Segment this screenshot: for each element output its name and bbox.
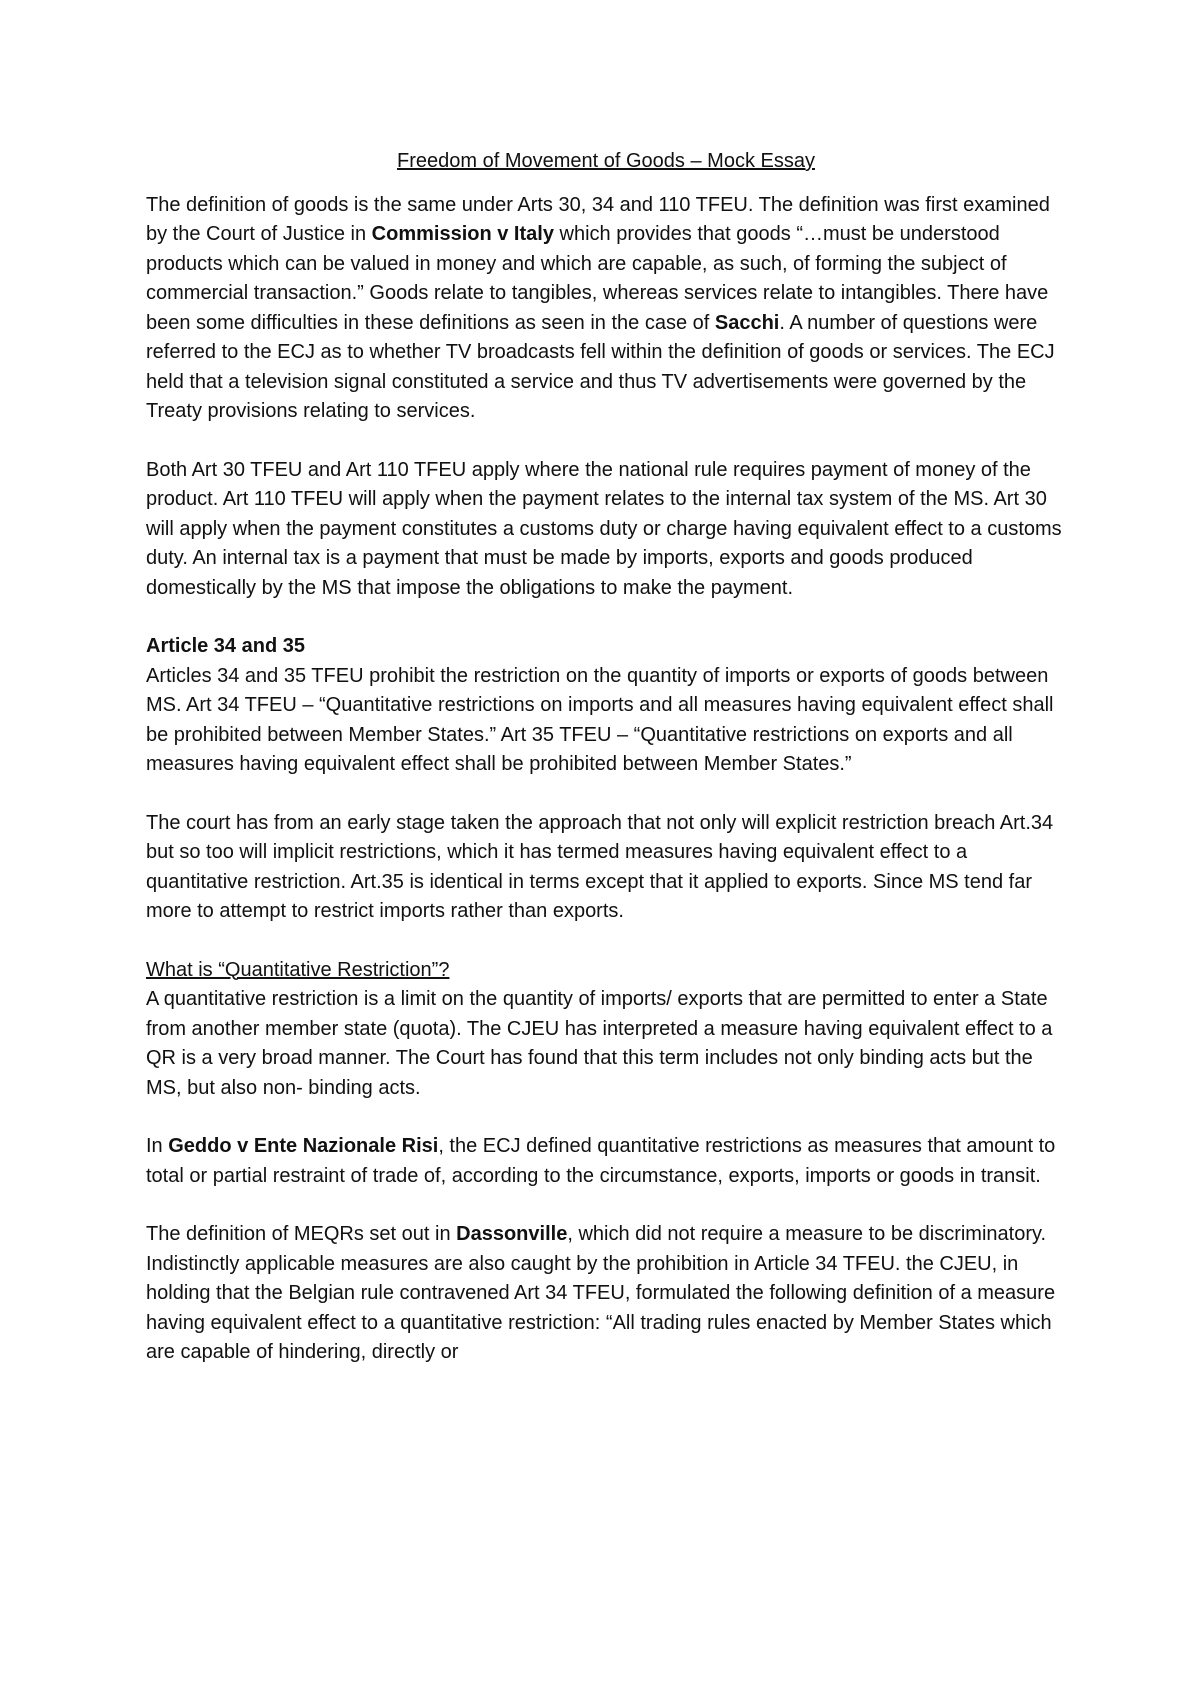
paragraph-art30-art110: Both Art 30 TFEU and Art 110 TFEU apply where the national rule requires payment of money of the product. Art 110 TFEU will apply when the payment relates to the internal tax system of the MS. Art 30 will apply when the payment constitutes a customs duty or charge having equivalent effect to a customs duty. An internal tax is a payment that must be made by imports, exports and goods produced domestically by the MS that impose the obligations to make the payment.: [146, 458, 1062, 599]
paragraph-text: , which did not require a measure to be discriminatory. Indistinctly applicable measures are also caught by the prohibition in Article 34 TFEU. the CJEU, in holding that the Belgian rule contravened Art 34 TFEU, formulated the following definition of a measure having equivalent effect to a quantitative restriction: “All trading rules enacted by Member States which are capable of hindering, directly or: [146, 1223, 1056, 1363]
essay-title: Freedom of Movement of Goods – Mock Essay: [397, 150, 815, 172]
paragraph-text: , the ECJ defined quantitative restrictions as measures that amount to total or partial restraint of trade of, according to the circumstance, exports, imports or goods in transit.: [146, 1135, 1056, 1187]
paragraph-text: In: [146, 1135, 169, 1157]
section-text: A quantitative restriction is a limit on the quantity of imports/ exports that are permitted to enter a State from another member state (quota). The CJEU has interpreted a measure having equivalent effect to a QR is a very broad manner. The Court has found that this term includes not only binding acts but the MS, but also non- binding acts.: [146, 988, 1053, 1099]
paragraph-court-approach: The court has from an early stage taken the approach that not only will explicit restriction breach Art.34 but so too will implicit restrictions, which it has termed measures having equivalent effect to a quantitative restriction. Art.35 is identical in terms except that it applied to exports. Since MS tend far more to attempt to restrict imports rather than exports.: [146, 811, 1054, 922]
paragraph-text: The definition of MEQRs set out in: [146, 1223, 457, 1245]
section-quantitative-restriction: [146, 956, 1066, 1104]
paragraph-dassonville: [146, 1220, 1066, 1368]
section-heading-article-34-35: Article 34 and 35: [146, 635, 305, 657]
paragraph-geddo: [146, 1132, 1066, 1191]
section-text: Articles 34 and 35 TFEU prohibit the restriction on the quantity of imports or exports of goods between MS. Art 34 TFEU – “Quantitative restrictions on imports and all measures having equivalent effect shall be prohibited between Member States.” Art 35 TFEU – “Quantitative restrictions on exports and all measures having equivalent effect shall be prohibited between Member States.”: [146, 664, 1054, 775]
paragraph-goods-definition: [146, 191, 1066, 427]
case-name-commission-v-italy: Commission v Italy: [371, 223, 554, 245]
section-heading-quantitative-restriction: What is “Quantitative Restriction”?: [146, 958, 450, 981]
essay-body: [146, 147, 1066, 1397]
paragraph-text: which provides that goods “…must be understood products which can be valued in money and which are capable, as such, of forming the subject of commercial transaction.” Goods relate to tangibles, whereas services relate to intangibles. There have been some difficulties in these definitions as seen in the case of: [146, 223, 1049, 334]
section-article-34-35: [146, 632, 1066, 780]
case-name-geddo: Geddo v Ente Nazionale Risi: [168, 1135, 439, 1157]
paragraph-text: . A number of questions were referred to the ECJ as to whether TV broadcasts fell within the definition of goods or services. The ECJ held that a television signal constituted a service and thus TV advertisements were governed by the Treaty provisions relating to services.: [146, 311, 1055, 422]
case-name-sacchi: Sacchi: [714, 311, 780, 334]
case-name-dassonville: Dassonville: [456, 1223, 568, 1245]
paragraph-text: The definition of goods is the same under Arts 30, 34 and 110 TFEU. The definition was first examined by the Court of Justice in: [146, 193, 1050, 245]
